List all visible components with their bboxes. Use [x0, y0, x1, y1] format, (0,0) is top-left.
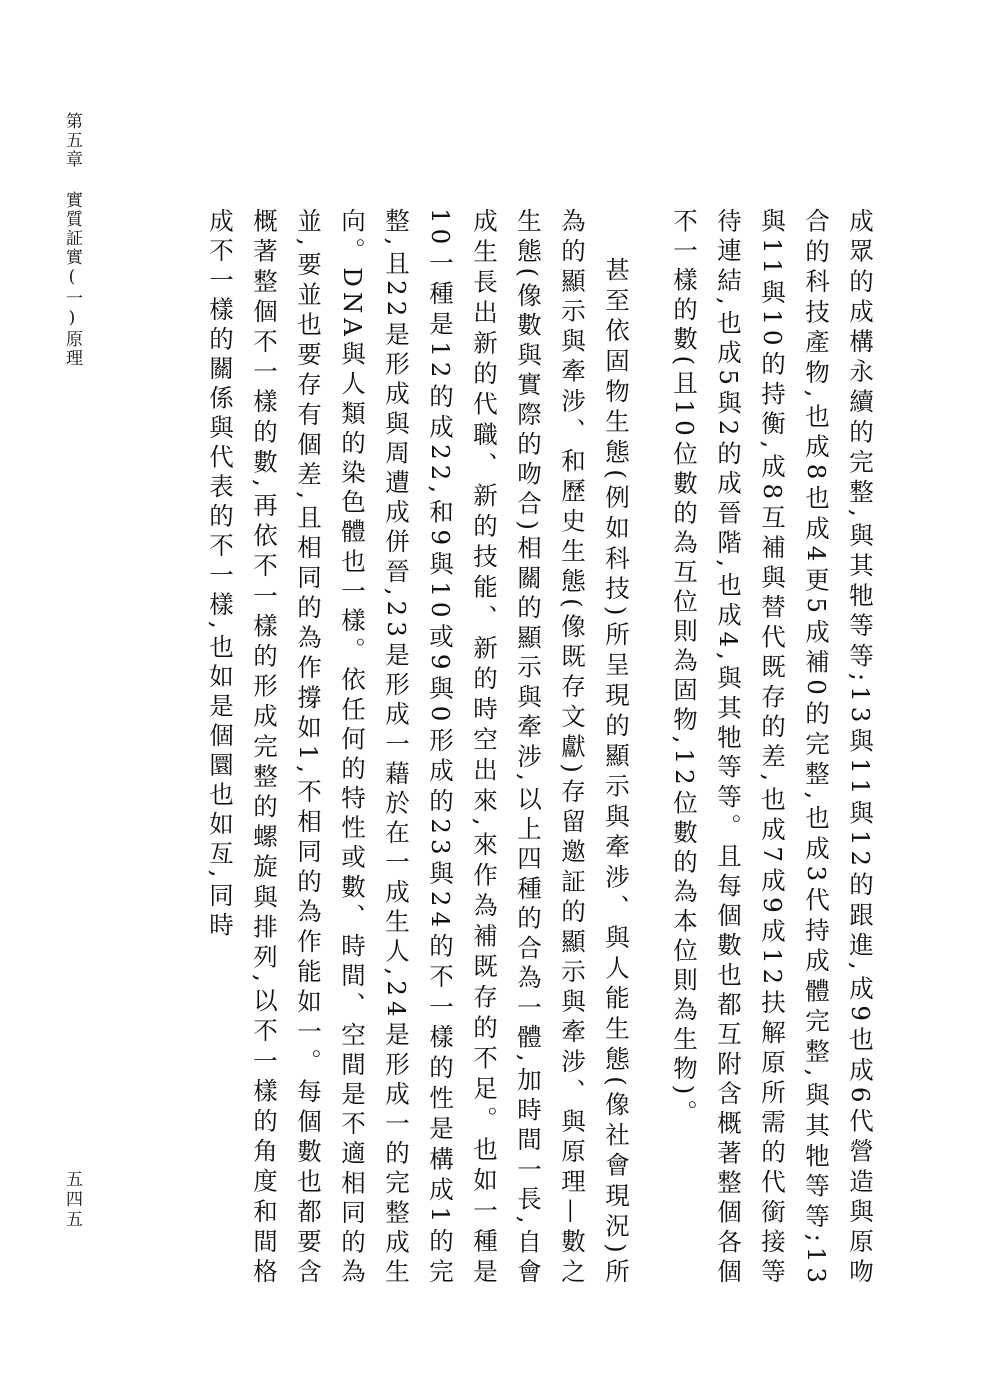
paragraph-1: 成眾的成構永續的完整,與其牠等等;13與11與12的跟進,成9也成6代營造與原吻合的科技產物,也成8也成4更5成補0的完整,也成3代持成體完整,與其牠等等;13與11與10的持衡,成8互補與替代既存的差,也成7成9成12扶解原所需的代銜接等待連結,也成5與2的成晉階,也成4,與其牠等等。且每個數也都互附含概著整個各個不一樣的數(且10位數的為互位則為固物,12位數的為本位則為生物)。	[670, 208, 875, 1288]
body-text	[112, 208, 882, 1288]
running-head-chapter-title: 第五章 實質証實(一)原理	[62, 112, 82, 368]
page-number: 五四五	[62, 1170, 82, 1230]
paragraph-2: 甚至依固物生態(例如科技)所呈現的顯示與牽涉、與人能生態(像社會現況)所為的顯示與牽涉、和歷史生態(像既存文獻)存留邀証的顯示與牽涉、與原理—數之生態(像數與實際的吻合)相關的顯示與牽涉,以上四種的合為一體,加時間一長,自會成生長出新的代職、新的技能、新的時空出來,來作為補既存的不足。也如一種是10一種是12的成22,和9與10或9與0形成的23與24的不一樣的性是構成1的完整,且22是形成與周遭成併晉,23是形成一藉於在一成生人,24是形成一的完整成生向。DNA與人類的染色體也一樣。依任何的特性或數、時間、空間是不適相同的為並,要並也要存有個差,且相同的為作撐如1,不相同的為作能如一。每個數也都要含概著整個不一樣的數,再依不一樣的形成完整的螺旋與排列,以不一樣的角度和間格成不一樣的關係與代表的不一樣,也如是個圜也如亙,同時	[206, 208, 631, 1288]
